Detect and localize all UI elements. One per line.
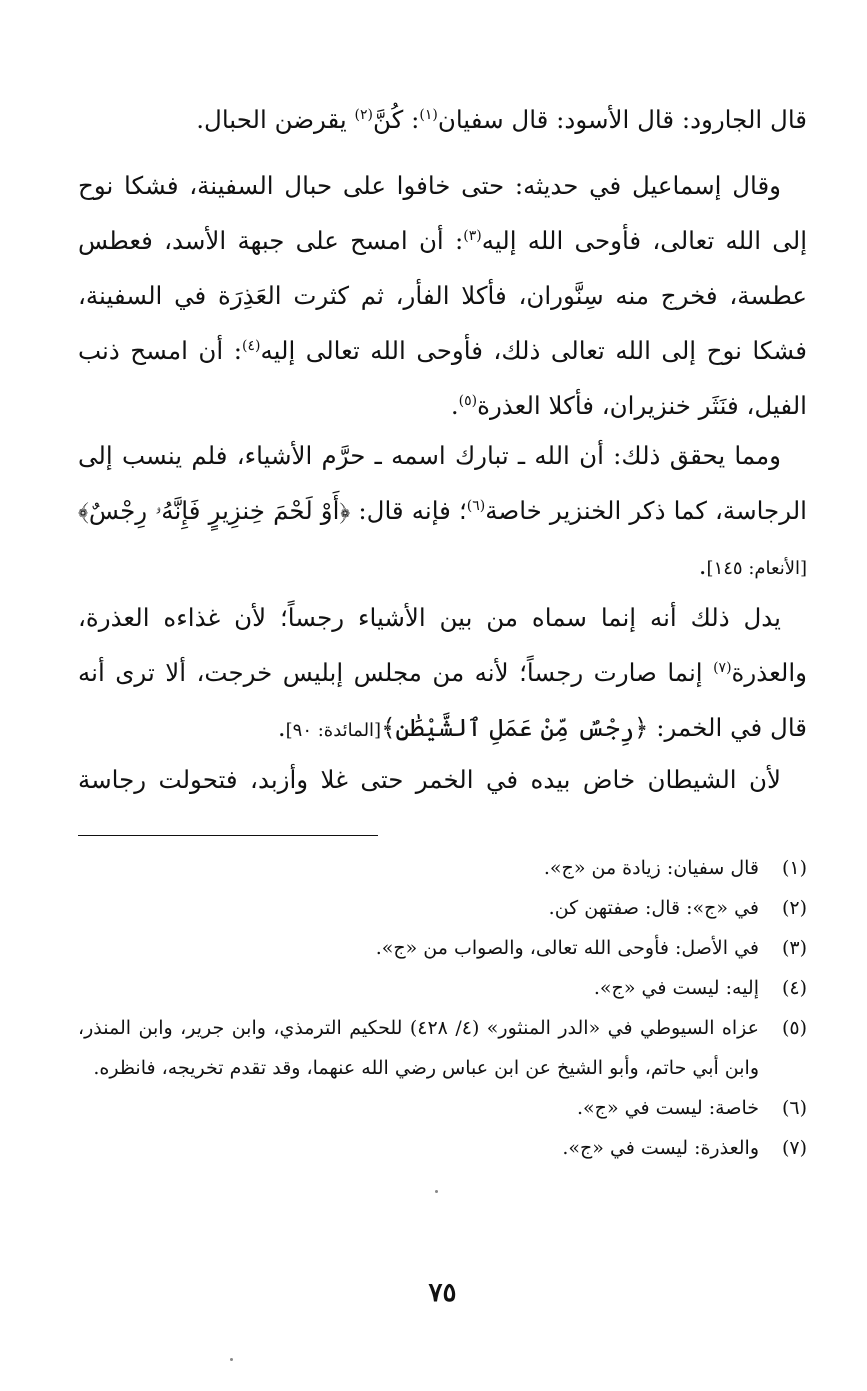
footnote-ref-6[interactable]: (٦) — [466, 497, 486, 514]
footnote-number: (٣) — [781, 937, 807, 959]
footnote-ref-2[interactable]: (٢) — [354, 106, 374, 123]
footnote-text: والعذرة: ليست في «ج». — [562, 1137, 759, 1159]
footnote-separator — [78, 835, 378, 836]
footnote-number: (١) — [781, 857, 807, 879]
footnote-1 — [78, 848, 807, 888]
footnote-number: (٤) — [781, 977, 807, 999]
footnote-number: (٧) — [781, 1137, 807, 1159]
scan-speck — [435, 1190, 438, 1193]
page-number: ٧٥ — [428, 1278, 457, 1308]
footnote-ref-4[interactable]: (٤) — [242, 337, 261, 354]
footnote-4 — [78, 968, 807, 1008]
footnote-text: عزاه السيوطي في «الدر المنثور» (٤/ ٤٢٨) للحكيم الترمذي، وابن جرير، وابن المنذر، وابن أبي حاتم، وأبو الشيخ عن ابن عباس رضي الله عنهما، وقد تقدم تخريجه، فانظره. — [78, 1017, 759, 1079]
paragraph-4: يدل ذلك أنه إنما سماه من بين الأشياء رجساً؛ لأن غذاءه العذرة، والعذرة$^{(٧)}$ إنما صارت رجساً؛ لأنه من مجلس إبليس خرجت، ألا ترى أنه قال في الخمر: ﴿رِجْسٌ مِّنْ عَمَلِ ٱلشَّيْطَٰنِ﴾[المائدة: ٩٠]. — [78, 603, 807, 742]
footnote-number: (٦) — [781, 1097, 807, 1119]
footnote-5 — [78, 1008, 807, 1088]
footnotes-section — [78, 848, 807, 1168]
quran-verse-anam: ﴿أَوْ لَحْمَ خِنزِيرٍ فَإِنَّهُۥ رِجْسٌ﴾ — [78, 496, 351, 525]
scan-speck — [230, 1358, 233, 1361]
paragraph-3: ومما يحقق ذلك: أن الله ـ تبارك اسمه ـ حرَّم الأشياء، فلم ينسب إلى الرجاسة، كما ذكر الخنزير خاصة$^{(٦)}$؛ فإنه قال: ﴿أَوْ لَحْمَ خِنزِيرٍ فَإِنَّهُۥ رِجْسٌ﴾[الأنعام: ١٤٥]. — [78, 441, 807, 580]
footnote-number: (٥) — [781, 1017, 807, 1039]
footnote-2 — [78, 888, 807, 928]
quran-verse-maidah: ﴿رِجْسٌ مِّنْ عَمَلِ ٱلشَّيْطَٰنِ﴾ — [381, 713, 649, 742]
paragraph-5: لأن الشيطان خاض بيده في الخمر حتى غلا وأزبد، فتحولت رجاسة — [78, 765, 781, 794]
footnote-text: إليه: ليست في «ج». — [593, 977, 759, 999]
footnote-text: قال سفيان: زيادة من «ج». — [543, 857, 759, 879]
footnote-ref-5[interactable]: (٥) — [458, 392, 478, 409]
book-page — [78, 0, 807, 1391]
footnote-text: في الأصل: فأوحى الله تعالى، والصواب من «ج». — [375, 937, 759, 959]
footnote-6 — [78, 1088, 807, 1128]
footnote-text: خاصة: ليست في «ج». — [577, 1097, 759, 1119]
footnote-7 — [78, 1128, 807, 1168]
footnote-ref-7[interactable]: (٧) — [713, 659, 732, 676]
footnote-3 — [78, 928, 807, 968]
paragraph-2: وقال إسماعيل في حديثه: حتى خافوا على حبال السفينة، فشكا نوح إلى الله تعالى، فأوحى الله إليه$^{(٣)}$: أن امسح على جبهة الأسد، فعطس عطسة، فخرج منه سِنَّوران، فأكلا الفأر، ثم كثرت العَذِرَة في السفينة، فشكا نوح إلى الله تعالى ذلك، فأوحى الله تعالى إليه$^{(٤)}$: أن امسح ذنب الفيل، فنَثَر خنزيران، فأكلا العذرة$^{(٥)}$. — [78, 171, 807, 420]
paragraph-1: قال الجارود: قال الأسود: قال سفيان$^{(١)}$: كُنَّ$^{(٢)}$ يقرضن الحبال. — [196, 105, 807, 134]
footnote-text: في «ج»: قال: صفتهن كن. — [548, 897, 759, 919]
footnote-ref-3[interactable]: (٣) — [463, 227, 482, 244]
verse-citation: [الأنعام: ١٤٥] — [706, 558, 807, 579]
verse-citation: [المائدة: ٩٠] — [285, 720, 382, 741]
footnote-ref-1[interactable]: (١) — [419, 106, 438, 123]
footnote-number: (٢) — [781, 897, 807, 919]
